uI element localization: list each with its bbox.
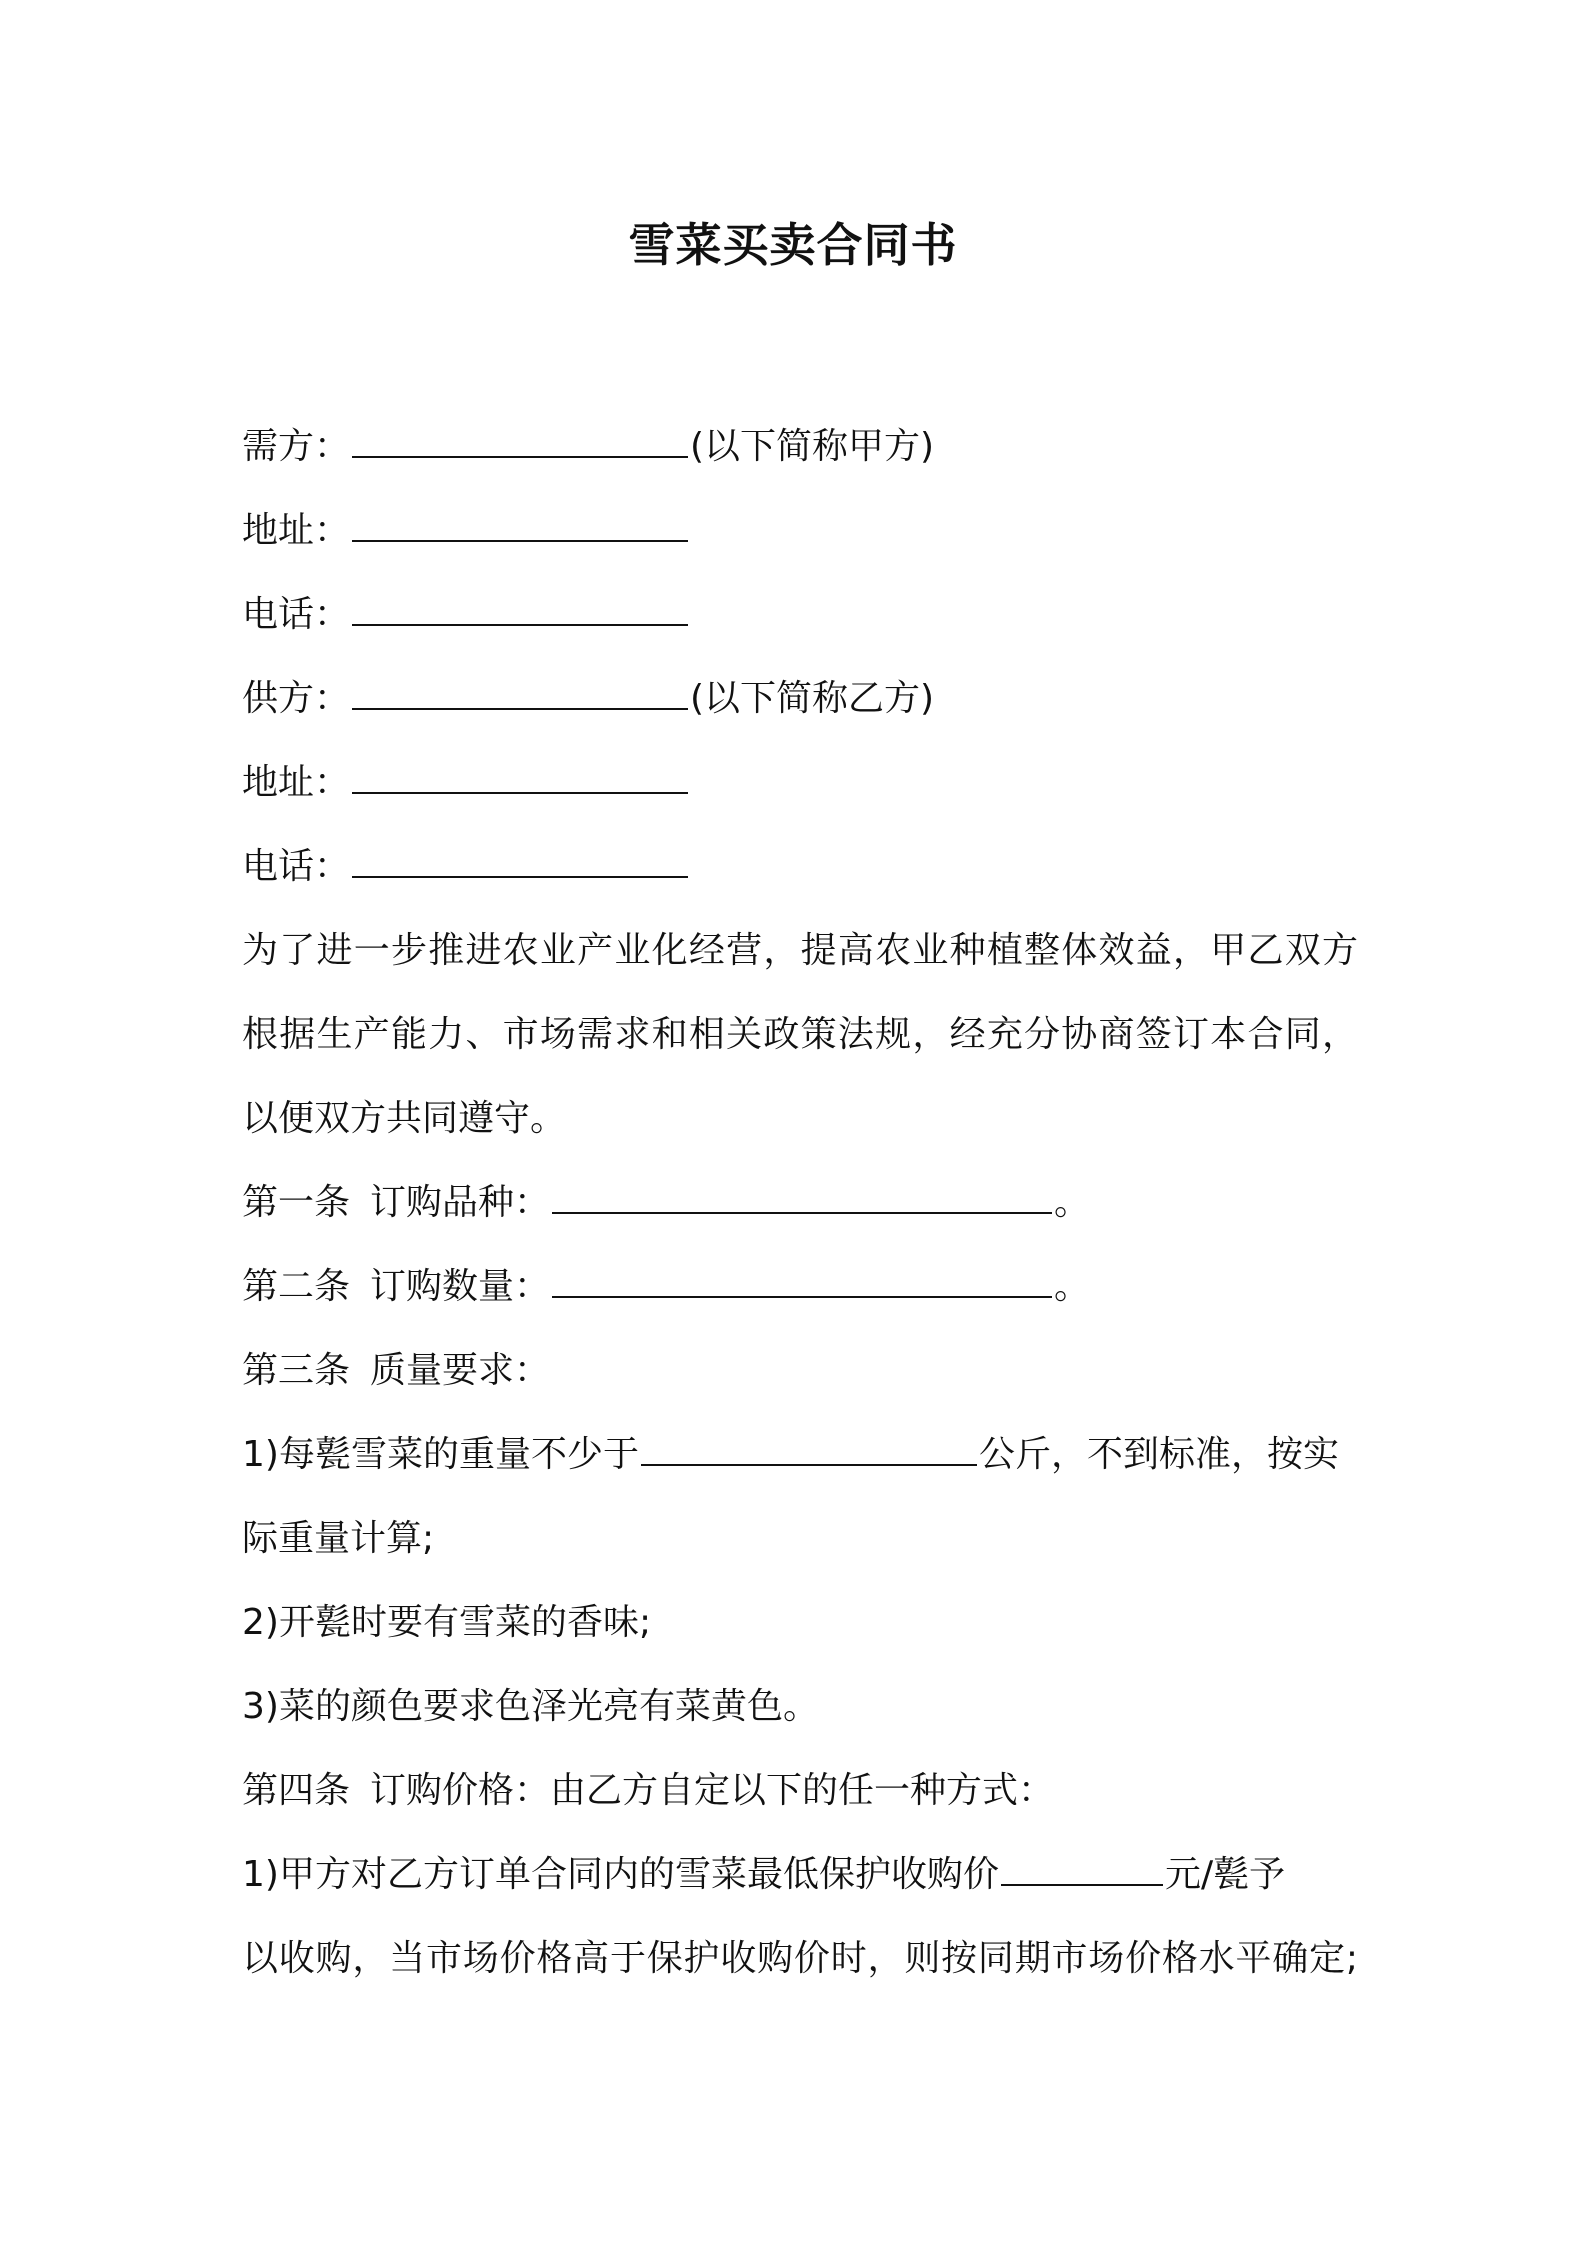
party-b-address-line <box>242 741 1358 825</box>
party-b-address-label: 地址： <box>242 762 351 803</box>
article-4-title: 订购价格：由乙方自定以下的任一种方式： <box>370 1770 1055 1811</box>
article-3-number: 第三条 <box>242 1350 351 1391</box>
article-4 <box>242 1749 1358 1833</box>
party-b-address-blank <box>352 762 688 794</box>
article-3-item-3: 3)菜的颜色要求色泽光亮有菜黄色。 <box>242 1686 819 1727</box>
article-2-number: 第二条 <box>242 1266 351 1307</box>
article-1 <box>242 1161 1358 1245</box>
article-1-title: 订购品种： <box>370 1182 551 1223</box>
party-b-phone-blank <box>352 846 688 878</box>
price-blank <box>1001 1854 1163 1886</box>
document-title: 雪菜买卖合同书 <box>628 218 958 272</box>
article-3-item-2: 2)开甏时要有雪菜的香味; <box>242 1602 652 1643</box>
article-3 <box>242 1329 1358 1413</box>
article-2-end: 。 <box>1054 1266 1091 1307</box>
article-2-blank <box>552 1266 1052 1298</box>
article-3-item-1-line-2: 际重量计算; <box>242 1518 435 1559</box>
article-4-item-1-line-2: 以收购，当市场价格高于保护收购价时，则按同期市场价格水平确定; <box>242 1938 1358 1979</box>
party-b-note: (以下简称乙方) <box>690 678 935 719</box>
preamble-line-3: 以便双方共同遵守。 <box>242 1098 567 1139</box>
party-b-line <box>242 657 1358 741</box>
party-a-label: 需方： <box>242 426 351 467</box>
party-b-label: 供方： <box>242 678 351 719</box>
party-a-line <box>242 405 1358 489</box>
party-b-blank <box>352 678 688 710</box>
preamble-line-1: 为了进一步推进农业产业化经营，提高农业种植整体效益，甲乙双方 <box>242 930 1358 971</box>
article-3-title: 质量要求： <box>370 1350 551 1391</box>
article-2 <box>242 1245 1358 1329</box>
party-a-phone-line <box>242 573 1358 657</box>
article-2-title: 订购数量： <box>370 1266 551 1307</box>
article-1-blank <box>552 1182 1052 1214</box>
article-4-item-1 <box>242 1833 1358 1917</box>
article-3-item-1 <box>242 1413 1358 1497</box>
article-4-item-1-post: 元/甏予 <box>1164 1854 1286 1895</box>
party-a-note: (以下简称甲方) <box>690 426 935 467</box>
article-3-item-1-pre: 1)每甏雪菜的重量不少于 <box>242 1434 639 1475</box>
party-a-address-blank <box>352 510 688 542</box>
party-a-address-label: 地址： <box>242 510 351 551</box>
article-4-item-1-pre: 1)甲方对乙方订单合同内的雪菜最低保护收购价 <box>242 1854 999 1895</box>
article-1-end: 。 <box>1054 1182 1091 1223</box>
party-a-phone-blank <box>352 594 688 626</box>
article-3-item-1-post: 公斤，不到标准，按实 <box>978 1434 1339 1475</box>
party-b-phone-label: 电话： <box>242 846 351 887</box>
party-a-phone-label: 电话： <box>242 594 351 635</box>
weight-blank <box>641 1434 977 1466</box>
contract-body <box>242 405 1358 2001</box>
party-a-blank <box>352 426 688 458</box>
preamble-line-2: 根据生产能力、市场需求和相关政策法规，经充分协商签订本合同， <box>242 1014 1358 1055</box>
party-a-address-line <box>242 489 1358 573</box>
party-b-phone-line <box>242 825 1358 909</box>
article-4-number: 第四条 <box>242 1770 351 1811</box>
article-1-number: 第一条 <box>242 1182 351 1223</box>
